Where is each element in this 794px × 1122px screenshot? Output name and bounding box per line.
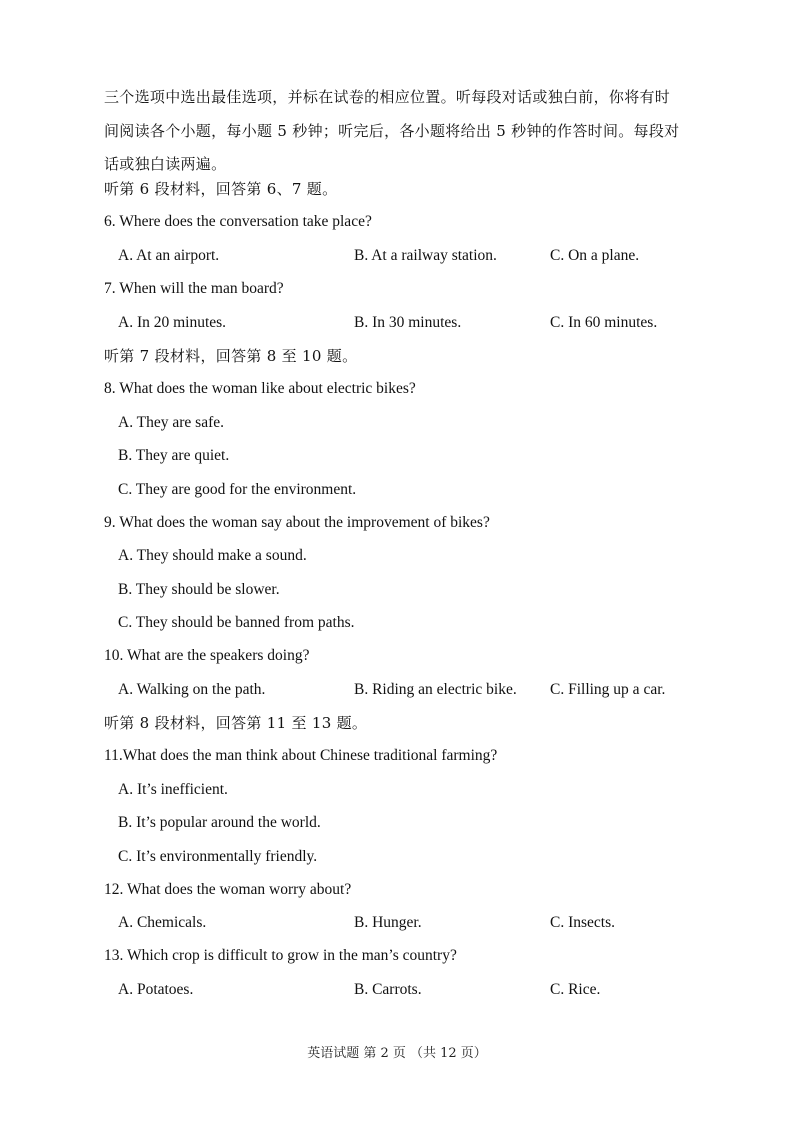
option-8b: B. They are quiet.	[118, 447, 230, 464]
option-12b: B. Hunger.	[354, 914, 422, 931]
instruction-line-1: 三个选项中选出最佳选项，并标在试卷的相应位置。听每段对话或独白前，你将有时	[104, 88, 671, 106]
option-8c: C. They are good for the environment.	[118, 481, 357, 498]
option-11c: C. It’s environmentally friendly.	[118, 848, 318, 865]
question-stem-13: 13. Which crop is difficult to grow in the man’s country?	[104, 947, 457, 964]
option-10c: C. Filling up a car.	[550, 681, 666, 698]
option-11b: B. It’s popular around the world.	[118, 814, 321, 831]
section-heading-6: 听第 6 段材料，回答第 6、7 题。	[104, 180, 338, 198]
option-12c: C. Insects.	[550, 914, 616, 931]
question-stem-6: 6. Where does the conversation take place?	[104, 213, 372, 230]
question-stem-10: 10. What are the speakers doing?	[104, 647, 310, 664]
option-9c: C. They should be banned from paths.	[118, 614, 355, 631]
option-6b: B. At a railway station.	[354, 247, 497, 264]
page-footer: 英语试题 第 2 页 （共 12 页）	[307, 1046, 487, 1061]
option-8a: A. They are safe.	[118, 414, 225, 431]
option-7b: B. In 30 minutes.	[354, 314, 462, 331]
option-7c: C. In 60 minutes.	[550, 314, 658, 331]
option-13b: B. Carrots.	[354, 981, 422, 998]
option-7a: A. In 20 minutes.	[118, 314, 227, 331]
option-9b: B. They should be slower.	[118, 581, 280, 598]
question-stem-7: 7. When will the man board?	[104, 280, 284, 297]
question-stem-9: 9. What does the woman say about the improvement of bikes?	[104, 514, 490, 531]
option-10b: B. Riding an electric bike.	[354, 681, 517, 698]
option-13a: A. Potatoes.	[118, 981, 194, 998]
option-9a: A. They should make a sound.	[118, 547, 307, 564]
option-13c: C. Rice.	[550, 981, 601, 998]
option-6c: C. On a plane.	[550, 247, 640, 264]
option-12a: A. Chemicals.	[118, 914, 207, 931]
option-6a: A. At an airport.	[118, 247, 220, 264]
option-11a: A. It’s inefficient.	[118, 781, 228, 798]
section-heading-7: 听第 7 段材料，回答第 8 至 10 题。	[104, 347, 358, 365]
question-stem-12: 12. What does the woman worry about?	[104, 881, 352, 898]
instruction-line-3: 话或独白读两遍。	[104, 155, 227, 173]
question-stem-8: 8. What does the woman like about electric bikes?	[104, 380, 416, 397]
question-stem-11: 11.What does the man think about Chinese traditional farming?	[104, 747, 498, 764]
option-10a: A. Walking on the path.	[118, 681, 266, 698]
section-heading-8: 听第 8 段材料，回答第 11 至 13 题。	[104, 714, 368, 732]
instruction-line-2: 间阅读各个小题，每小题 5 秒钟；听完后，各小题将给出 5 秒钟的作答时间。每段对	[104, 122, 680, 140]
